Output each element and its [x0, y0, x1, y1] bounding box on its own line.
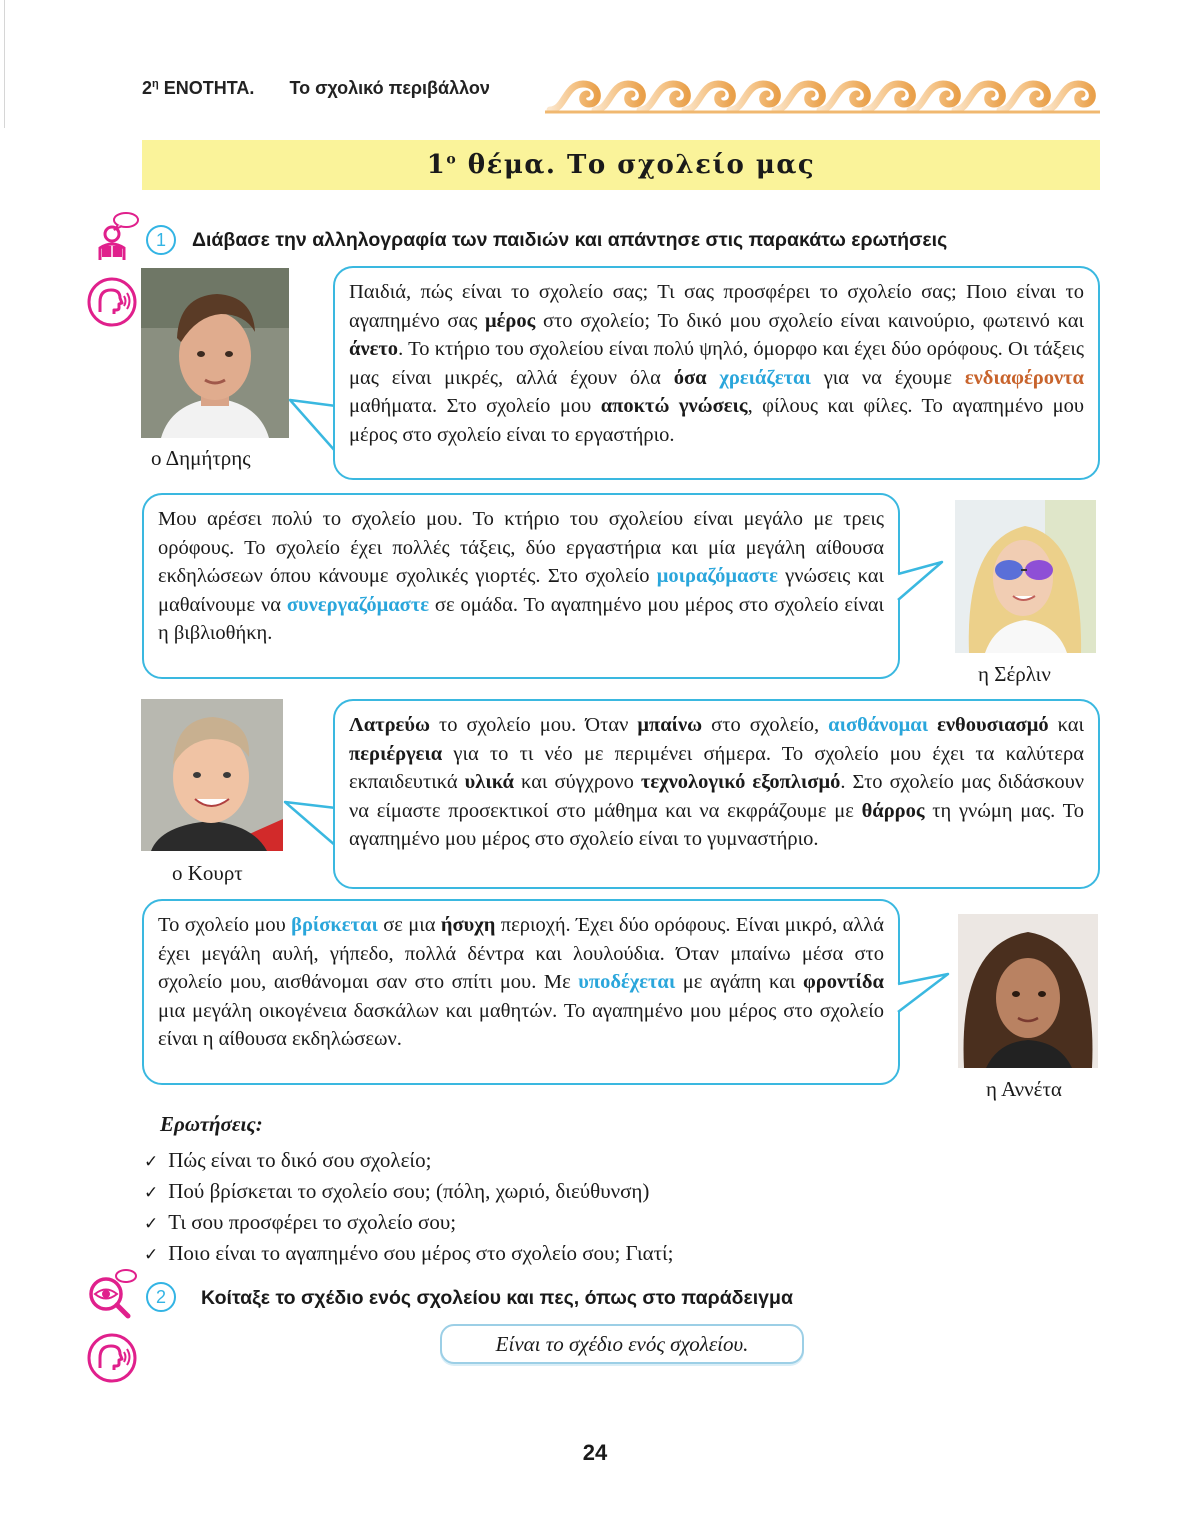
lesson-number: 1: [426, 150, 447, 180]
questions-list: [144, 1146, 674, 1270]
dimitris-name: ο Δημήτρης: [151, 446, 251, 470]
kurt-bubble-tail: [283, 800, 338, 860]
anneta-bubble-tail: [896, 970, 951, 1030]
anneta-photo: [958, 914, 1098, 1068]
unit-label: ΕΝΟΤΗΤΑ.: [163, 78, 255, 98]
lesson-title: [427, 150, 816, 180]
lesson-title-text: θέμα. Το σχολείο μας: [467, 150, 816, 180]
sherlin-name: η Σέρλιν: [978, 662, 1051, 686]
activity-2-number: 2: [146, 1282, 176, 1312]
example-sentence-box: Είναι το σχέδιο ενός σχολείου.: [440, 1324, 804, 1364]
question-item: ✓ Πώς είναι το δικό σου σχολείο;: [144, 1146, 674, 1177]
sherlin-letter: Μου αρέσει πολύ το σχολείο μου. Το κτήριο του σχολείου είναι μεγάλο με τρεις ορόφους. Το σχολείο έχει πολλές τάξεις, δύο εργαστήρια και μία μεγάλη αίθουσα εκδηλώσεων όπου κάνουμε σχολικές γιορτές. Στο σχολείο μοιραζόμαστε γνώσεις και μαθαίνουμε να συνεργαζόμαστε σε ομάδα. Το αγαπημένο μου μέρος στο σχολείο είναι η βιβλιοθήκη.: [142, 493, 900, 679]
activity-1-number: 1: [146, 225, 176, 255]
speaking-head-icon: [86, 276, 138, 328]
question-item: ✓ Πού βρίσκεται το σχολείο σου; (πόλη, χωριό, διεύθυνση): [144, 1177, 674, 1208]
lesson-number-sup: ο: [446, 151, 458, 168]
unit-subtitle: Το σχολικό περιβάλλον: [289, 78, 490, 98]
decorative-wave-border: [545, 74, 1100, 118]
question-item: ✓ Τι σου προσφέρει το σχολείο σου;: [144, 1208, 674, 1239]
dimitris-letter: Παιδιά, πώς είναι το σχολείο σας; Τι σας προσφέρει το σχολείο σας; Ποιο είναι το αγαπημένο σας μέρος στο σχολείο; Το δικό μου σχολείο είναι καινούριο, φωτεινό και άνετο. Το κτήριο του σχολείου είναι πολύ ψηλό, όμορφο και έχει δύο ορόφους. Οι τάξεις μας είναι μικρές, αλλά έχουν όλα όσα χρειάζεται για να έχουμε ενδιαφέροντα μαθήματα. Στο σχολείο μου αποκτώ γνώσεις, φίλους και φίλες. Το αγαπημένο μου μέρος στο σχολείο είναι το εργαστήριο.: [333, 266, 1100, 480]
lesson-title-band: [142, 140, 1100, 190]
unit-number: 2: [142, 78, 153, 98]
kurt-name: ο Κουρτ: [172, 861, 243, 885]
dimitris-photo: [141, 268, 289, 438]
page-edge-rule: [4, 0, 5, 128]
speaking-head-icon: [86, 1332, 138, 1384]
page-number: 24: [582, 1440, 608, 1465]
unit-header: [142, 78, 490, 99]
activity-1-instruction: Διάβασε την αλληλογραφία των παιδιών και απάντησε στις παρακάτω ερωτήσεις: [192, 229, 948, 251]
anneta-name: η Αννέτα: [986, 1077, 1062, 1101]
dimitris-bubble-tail: [288, 398, 338, 458]
questions-heading: Ερωτήσεις:: [160, 1112, 263, 1136]
question-item: ✓ Ποιο είναι το αγαπημένο σου μέρος στο σχολείο σου; Γιατί;: [144, 1239, 674, 1270]
unit-number-sup: η: [152, 78, 159, 90]
sherlin-photo: [955, 500, 1096, 653]
activity-2-instruction: Κοίταξε το σχέδιο ενός σχολείου και πες, όπως στο παράδειγμα: [201, 1287, 793, 1309]
reading-child-icon: [90, 210, 142, 262]
kurt-letter: Λατρεύω το σχολείο μου. Όταν μπαίνω στο σχολείο, αισθάνομαι ενθουσιασμό και περιέργεια για το τι νέο με περιμένει σήμερα. Το σχολείο μου έχει τα καλύτερα εκπαιδευτικά υλικά και σύγχρονο τεχνολογικό εξοπλισμό. Στο σχολείο μας διδάσκουν να είμαστε προσεκτικοί στο μάθημα και να εκφράζουμε με θάρρος τη γνώμη μας. Το αγαπημένο μου μέρος στο σχολείο είναι το γυμναστήριο.: [333, 699, 1100, 889]
eye-magnifier-icon: [86, 1268, 138, 1320]
anneta-letter: Το σχολείο μου βρίσκεται σε μια ήσυχη περιοχή. Έχει δύο ορόφους. Είναι μικρό, αλλά έχει μεγάλη αυλή, γήπεδο, πολλά δέντρα και λουλούδια. Όταν μπαίνω μέσα στο σχολείο μου, αισθάνομαι σαν στο σπίτι μου. Με υποδέχεται με αγάπη και φροντίδα μια μεγάλη οικογένεια δασκάλων και μαθητών. Το αγαπημένο μου μέρος στο σχολείο είναι η αίθουσα εκδηλώσεων.: [142, 899, 900, 1085]
kurt-photo: [141, 699, 283, 851]
sherlin-bubble-tail: [896, 560, 946, 620]
